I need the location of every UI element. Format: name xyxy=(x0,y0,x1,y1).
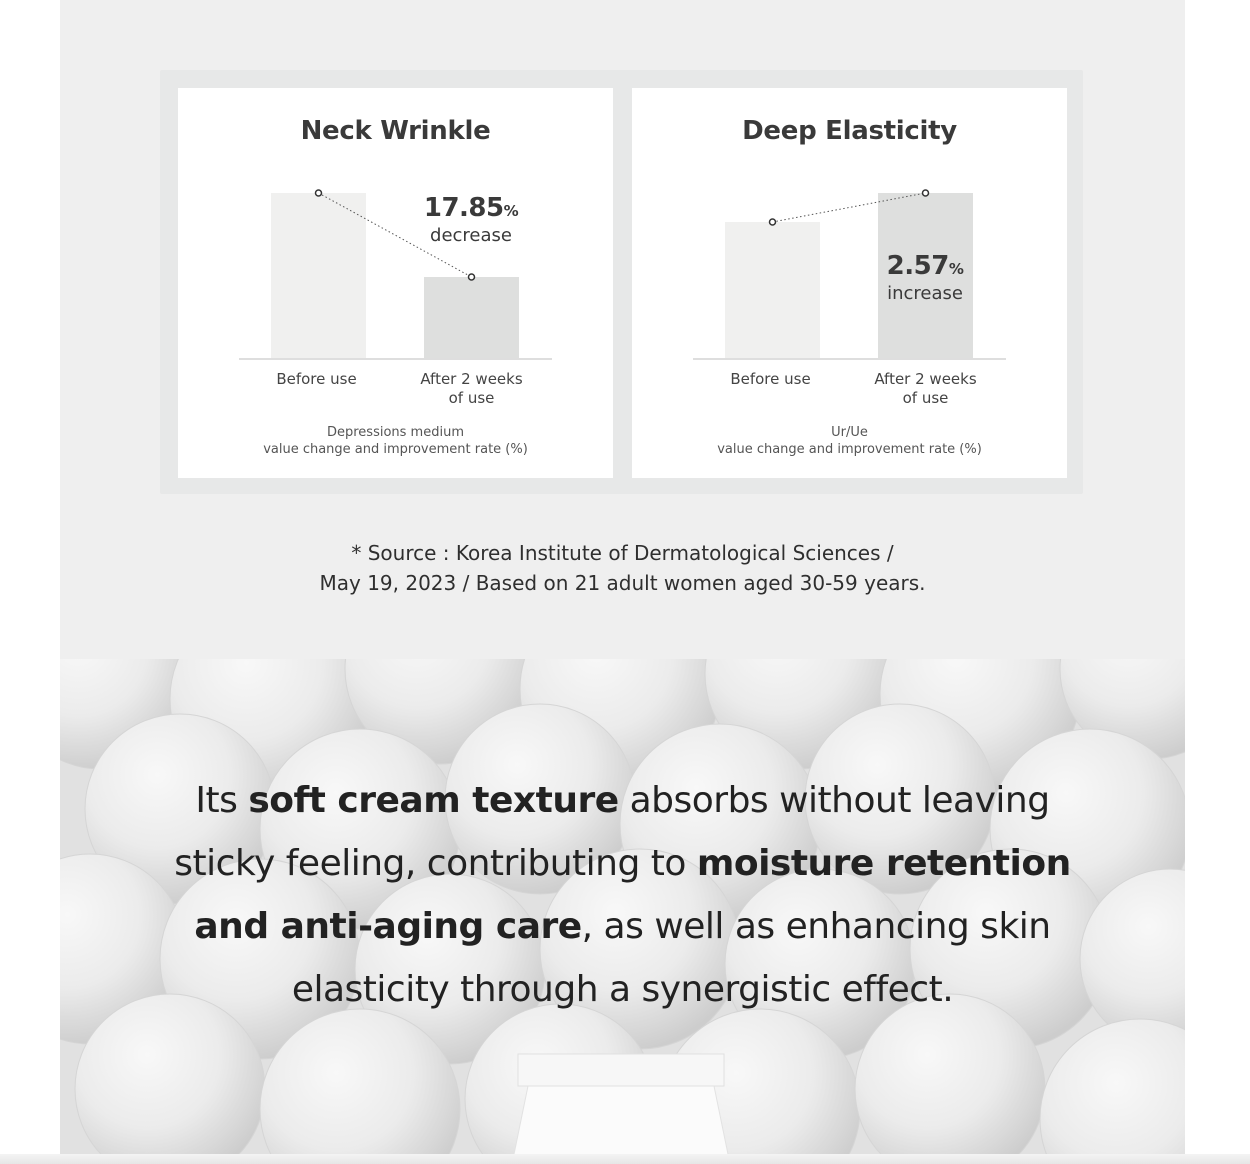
product-tube-cap xyxy=(518,1054,724,1086)
chart-change-unit: % xyxy=(948,260,964,278)
emphasized-text: moisture retention xyxy=(696,843,1071,884)
chart-caption xyxy=(632,424,1067,458)
body-text: elasticity through a synergistic effect. xyxy=(291,969,954,1010)
chart-plot xyxy=(632,88,1067,478)
chart-bar xyxy=(424,277,519,358)
texture-description-line xyxy=(60,958,1185,1021)
chart-change-value: 2.57% xyxy=(886,251,964,281)
chart-change-value: 17.85% xyxy=(423,193,519,223)
chart-change-unit: % xyxy=(503,202,519,220)
chart-caption-line-1: Ur/Ue xyxy=(831,425,868,440)
chart-card-neck-wrinkle xyxy=(178,88,613,478)
chart-category-label: Before use xyxy=(276,370,357,388)
chart-card-deep-elasticity xyxy=(632,88,1067,478)
chart-point xyxy=(469,274,475,280)
body-text: sticky feeling, contributing to xyxy=(174,843,697,884)
chart-bar xyxy=(725,222,820,358)
source-note xyxy=(60,538,1185,598)
charts-frame xyxy=(160,70,1083,494)
body-text: Its xyxy=(195,780,249,821)
page-column xyxy=(60,0,1185,1164)
chart-plot xyxy=(178,88,613,478)
chart-point xyxy=(770,219,776,225)
chart-category-label: of use xyxy=(448,389,495,407)
chart-point xyxy=(923,190,929,196)
emphasized-text: and anti-aging care xyxy=(194,906,582,947)
chart-point xyxy=(316,190,322,196)
chart-category-label: After 2 weeks xyxy=(420,370,523,388)
body-text: , as well as enhancing skin xyxy=(581,906,1051,947)
chart-change-word: increase xyxy=(887,283,963,304)
chart-bar xyxy=(271,193,366,358)
texture-description xyxy=(60,769,1185,1021)
chart-category-label: Before use xyxy=(730,370,811,388)
chart-category-label: of use xyxy=(902,389,949,407)
chart-caption-line-1: Depressions medium xyxy=(326,425,464,440)
source-note-line-1: * Source : Korea Institute of Dermatological Sciences / xyxy=(351,541,894,565)
texture-description-line xyxy=(60,832,1185,895)
texture-description-line xyxy=(60,895,1185,958)
chart-title: Deep Elasticity xyxy=(742,116,957,146)
chart-caption-line-2: value change and improvement rate (%) xyxy=(263,442,528,457)
source-note-line-2: May 19, 2023 / Based on 21 adult women aged 30-59 years. xyxy=(319,571,926,595)
chart-title: Neck Wrinkle xyxy=(300,116,491,146)
product-tube-body xyxy=(512,1086,730,1164)
chart-caption-line-2: value change and improvement rate (%) xyxy=(717,442,982,457)
chart-caption xyxy=(178,424,613,458)
emphasized-text: soft cream texture xyxy=(248,780,619,821)
body-text: absorbs without leaving xyxy=(618,780,1050,821)
texture-description-line xyxy=(60,769,1185,832)
bottom-edge-bar xyxy=(0,1154,1250,1164)
chart-change-word: decrease xyxy=(430,225,512,246)
texture-section xyxy=(60,659,1185,1164)
chart-category-label: After 2 weeks xyxy=(874,370,977,388)
